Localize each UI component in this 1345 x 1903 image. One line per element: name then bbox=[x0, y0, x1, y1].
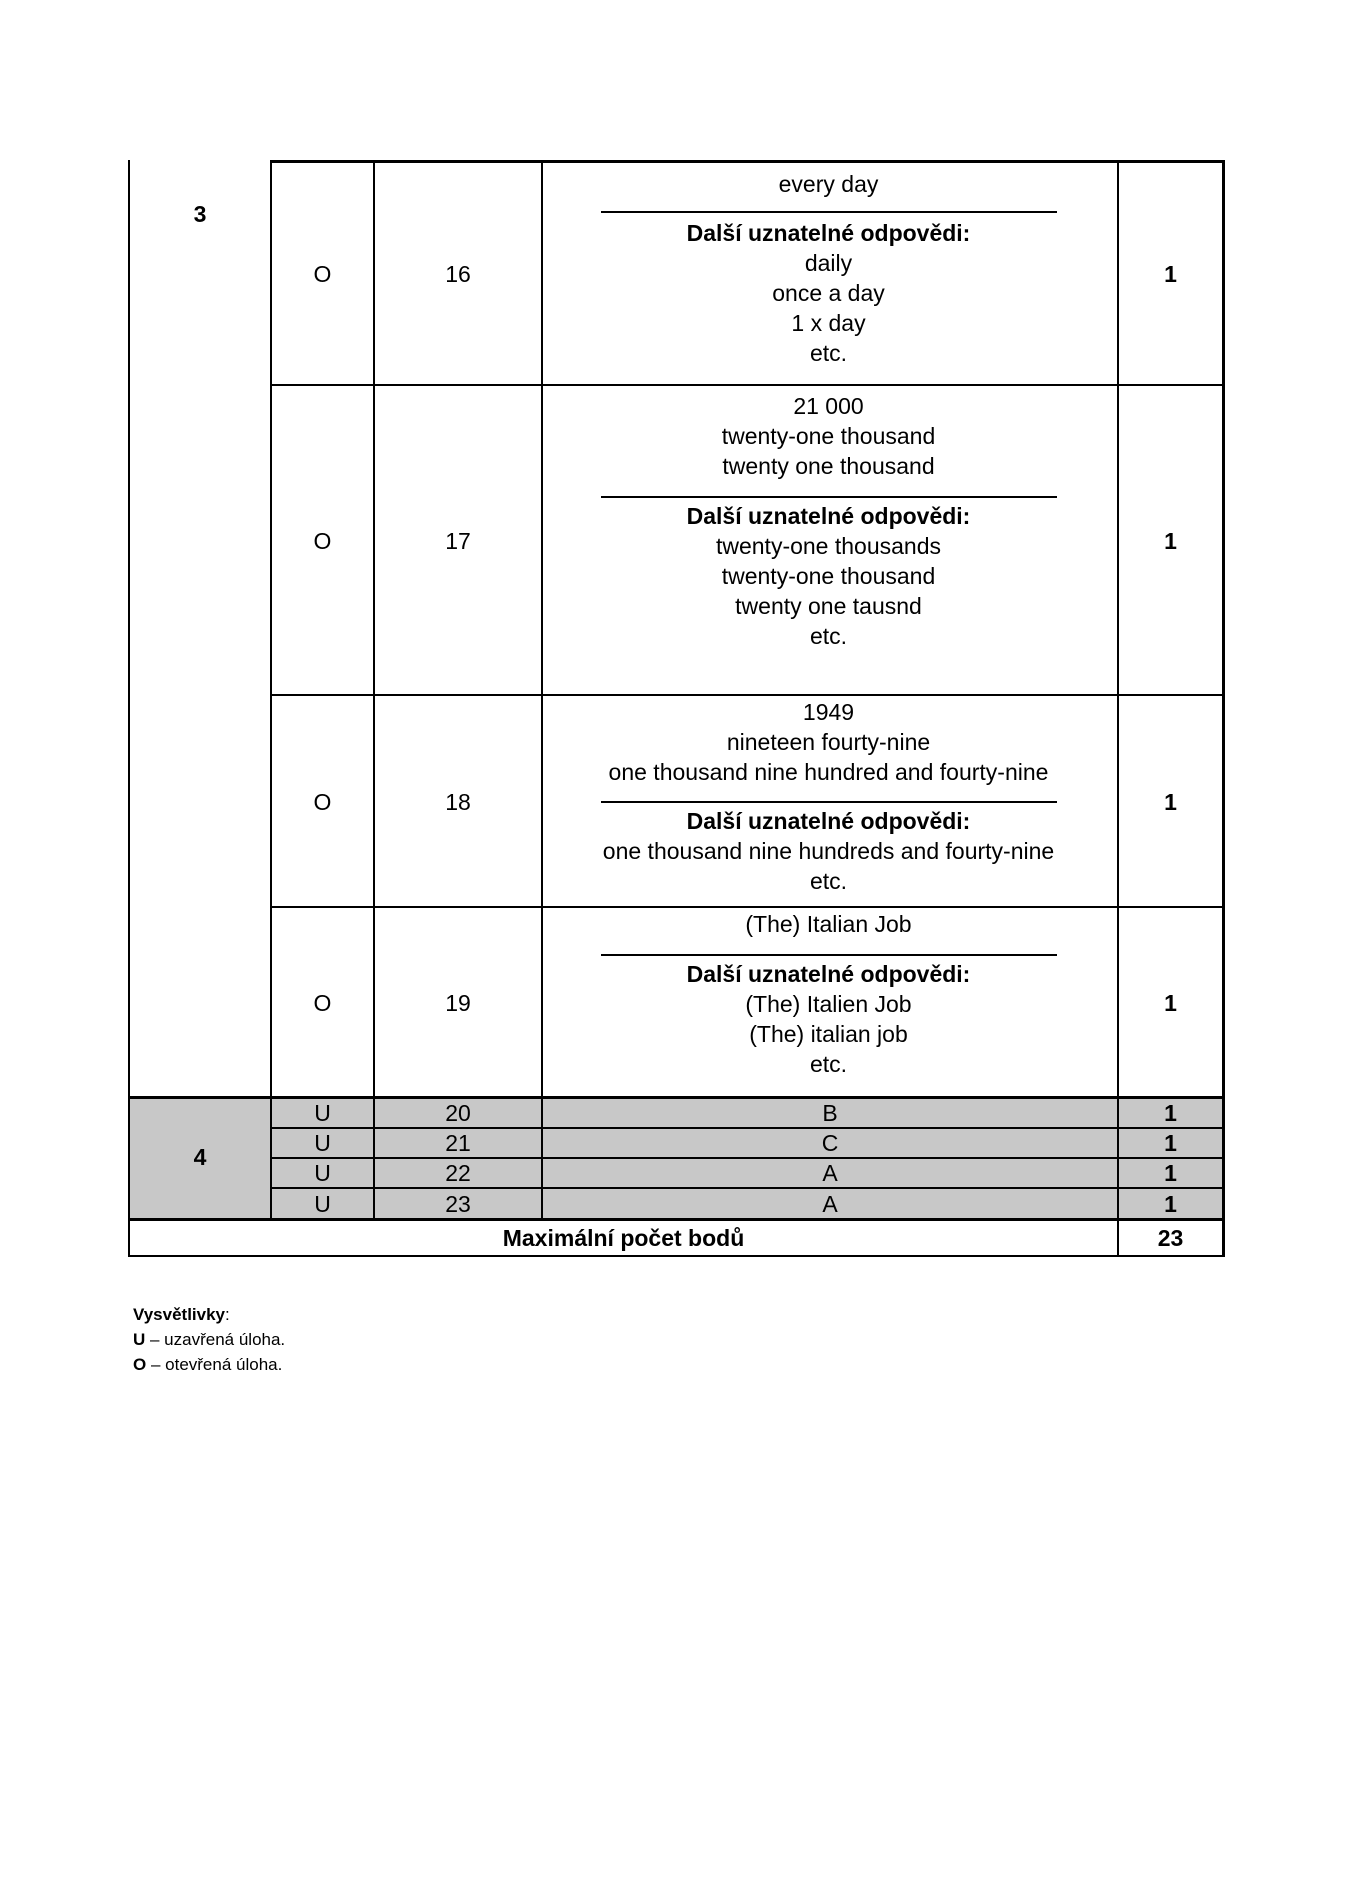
row-16-type: O bbox=[313, 261, 332, 287]
answer-line: 21 000 bbox=[793, 393, 864, 419]
answer-separator bbox=[601, 211, 1057, 213]
alternative-line: etc. bbox=[809, 1051, 848, 1077]
row-21-type: U bbox=[314, 1130, 331, 1156]
table-border bbox=[270, 906, 1225, 908]
alternative-line: etc. bbox=[809, 623, 848, 649]
row-22-number: 22 bbox=[445, 1160, 471, 1186]
alternative-line: one thousand nine hundreds and fourty-nine bbox=[602, 838, 1055, 864]
row-19-answers bbox=[541, 909, 1116, 1079]
row-22-points: 1 bbox=[1164, 1160, 1177, 1186]
alternative-line: etc. bbox=[809, 868, 848, 894]
answer-line: twenty one thousand bbox=[722, 453, 935, 479]
alternative-line: daily bbox=[804, 250, 853, 276]
alternative-line: twenty-one thousands bbox=[715, 533, 942, 559]
alternatives-heading: Další uznatelné odpovědi: bbox=[686, 220, 971, 246]
answer-line: (The) Italian Job bbox=[745, 911, 912, 937]
alternative-line: twenty-one thousand bbox=[721, 563, 936, 589]
total-label: Maximální počet bodů bbox=[502, 1225, 745, 1251]
alternative-line: etc. bbox=[809, 340, 848, 366]
row-17-type: O bbox=[313, 528, 332, 554]
legend-item: O – otevřená úloha. bbox=[133, 1355, 283, 1374]
row-22-answer: A bbox=[822, 1160, 838, 1186]
alternative-line: (The) italian job bbox=[749, 1021, 908, 1047]
table-border bbox=[1222, 160, 1225, 1257]
row-17-number: 17 bbox=[445, 528, 471, 554]
alternative-line: once a day bbox=[772, 280, 885, 306]
row-17-answers bbox=[541, 391, 1116, 651]
alternatives-heading: Další uznatelné odpovědi: bbox=[686, 808, 971, 834]
row-21-answer: C bbox=[821, 1130, 839, 1156]
row-19-type: O bbox=[313, 990, 332, 1016]
row-23-points: 1 bbox=[1164, 1190, 1177, 1217]
section-label: 4 bbox=[193, 1144, 207, 1170]
row-19-points: 1 bbox=[1164, 990, 1177, 1016]
row-20-points: 1 bbox=[1164, 1100, 1177, 1126]
row-18-points: 1 bbox=[1164, 789, 1177, 815]
legend-item: U – uzavřená úloha. bbox=[133, 1330, 286, 1349]
answer-line: nineteen fourty-nine bbox=[726, 729, 931, 755]
legend-title: Vysvětlivky: bbox=[133, 1305, 230, 1324]
answer-line: every day bbox=[778, 171, 879, 197]
row-22-type: U bbox=[314, 1160, 331, 1186]
row-23-type: U bbox=[314, 1190, 331, 1217]
section-label: 3 bbox=[193, 201, 207, 227]
table-border bbox=[373, 160, 375, 1219]
table-border bbox=[270, 384, 1225, 386]
table-border bbox=[128, 160, 130, 1257]
row-20-type: U bbox=[314, 1100, 331, 1126]
total-value: 23 bbox=[1157, 1225, 1184, 1251]
row-18-number: 18 bbox=[445, 789, 471, 815]
row-16-points: 1 bbox=[1164, 261, 1177, 287]
row-18-answers bbox=[541, 697, 1116, 896]
row-23-number: 23 bbox=[445, 1190, 471, 1217]
table-border bbox=[1117, 160, 1119, 1257]
legend bbox=[133, 1302, 285, 1377]
row-23-answer: A bbox=[822, 1190, 838, 1217]
row-21-number: 21 bbox=[445, 1130, 471, 1156]
table-border bbox=[270, 694, 1225, 696]
alternative-line: 1 x day bbox=[791, 310, 866, 336]
answer-line: twenty-one thousand bbox=[721, 423, 936, 449]
answer-separator bbox=[601, 954, 1057, 956]
table-border bbox=[270, 160, 1225, 163]
row-20-answer: B bbox=[822, 1100, 838, 1126]
alternative-line: (The) Italien Job bbox=[745, 991, 912, 1017]
alternatives-heading: Další uznatelné odpovědi: bbox=[686, 961, 971, 987]
answer-line: 1949 bbox=[802, 699, 855, 725]
table-border bbox=[270, 160, 272, 1219]
row-20-number: 20 bbox=[445, 1100, 471, 1126]
answer-separator bbox=[601, 801, 1057, 803]
table-border bbox=[128, 1255, 1225, 1257]
answer-line: one thousand nine hundred and fourty-nine bbox=[608, 759, 1049, 785]
answer-separator bbox=[601, 496, 1057, 498]
row-21-points: 1 bbox=[1164, 1130, 1177, 1156]
row-16-answers bbox=[541, 169, 1116, 368]
alternatives-heading: Další uznatelné odpovědi: bbox=[686, 503, 971, 529]
alternative-line: twenty one tausnd bbox=[735, 593, 922, 619]
row-18-type: O bbox=[313, 789, 332, 815]
row-17-points: 1 bbox=[1164, 528, 1177, 554]
row-16-number: 16 bbox=[445, 261, 471, 287]
row-19-number: 19 bbox=[445, 990, 471, 1016]
